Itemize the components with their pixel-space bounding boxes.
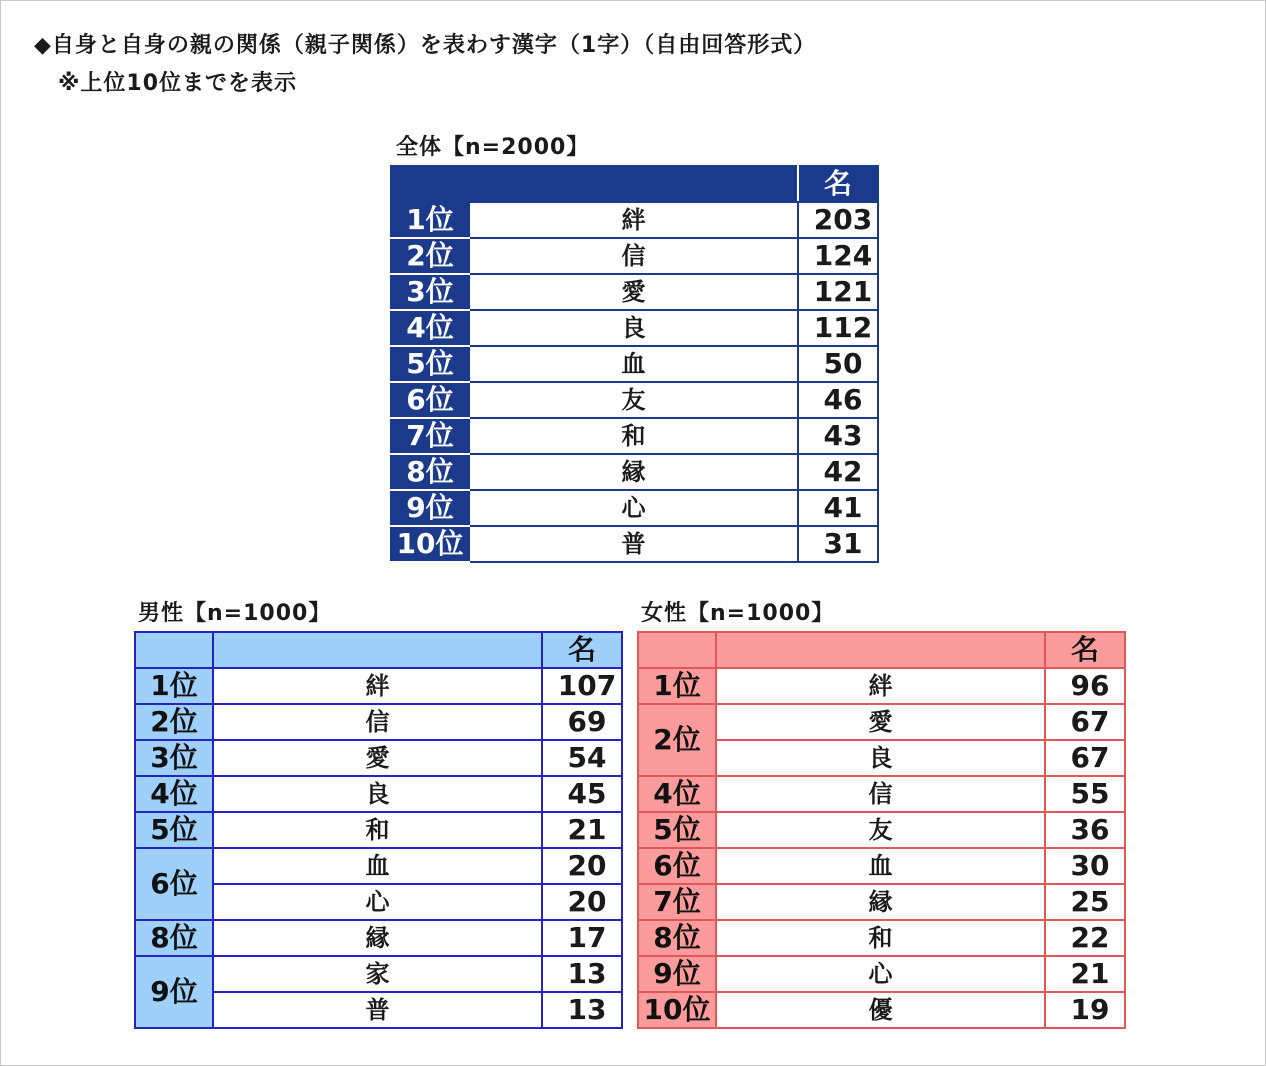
count-cell: 41: [798, 490, 878, 526]
table-row: [638, 884, 1125, 920]
count-cell: 30: [1045, 848, 1125, 884]
table-row: [135, 740, 622, 776]
table-row: [135, 704, 622, 740]
rank-cell: 1位: [391, 202, 469, 238]
count-cell: 50: [798, 346, 878, 382]
count-cell: 45: [542, 776, 622, 812]
total-table-title: 全体【n=2000】: [396, 135, 590, 160]
rank-cell: 10位: [638, 992, 716, 1028]
count-cell: 31: [798, 526, 878, 562]
count-cell: 42: [798, 454, 878, 490]
count-cell: 67: [1045, 704, 1125, 740]
kanji-cell: 血: [716, 848, 1045, 884]
count-cell: 36: [1045, 812, 1125, 848]
kanji-cell: 家: [213, 956, 542, 992]
rank-cell: 7位: [391, 418, 469, 454]
table-row: [135, 812, 622, 848]
total-ranking-table: [390, 165, 879, 563]
rank-cell: 6位: [391, 382, 469, 418]
table-row: [135, 776, 622, 812]
rank-cell: 8位: [391, 454, 469, 490]
rank-cell: 9位: [391, 490, 469, 526]
table-header-row: [391, 166, 878, 202]
kanji-cell: 和: [469, 418, 798, 454]
count-cell: 121: [798, 274, 878, 310]
table-row: [391, 418, 878, 454]
count-cell: 13: [542, 956, 622, 992]
figure-title: ◆自身と自身の親の関係（親子関係）を表わす漢字（1字）（自由回答形式）: [34, 33, 817, 58]
rank-cell: 4位: [135, 776, 213, 812]
table-row: [135, 848, 622, 884]
rank-cell: 6位: [135, 848, 213, 920]
header-kanji-cell: [469, 166, 798, 202]
kanji-cell: 普: [469, 526, 798, 562]
table-row: [391, 202, 878, 238]
female-table-title: 女性【n=1000】: [641, 601, 835, 626]
count-cell: 20: [542, 884, 622, 920]
rank-cell: 3位: [135, 740, 213, 776]
table-row: [638, 812, 1125, 848]
kanji-cell: 信: [213, 704, 542, 740]
kanji-cell: 愛: [716, 704, 1045, 740]
kanji-cell: 信: [469, 238, 798, 274]
count-cell: 55: [1045, 776, 1125, 812]
count-cell: 17: [542, 920, 622, 956]
kanji-cell: 愛: [213, 740, 542, 776]
rank-cell: 7位: [638, 884, 716, 920]
table-row: [638, 992, 1125, 1028]
kanji-cell: 良: [213, 776, 542, 812]
table-row: [638, 920, 1125, 956]
kanji-cell: 普: [213, 992, 542, 1028]
rank-cell: 4位: [638, 776, 716, 812]
rank-cell: 8位: [638, 920, 716, 956]
rank-cell: 9位: [638, 956, 716, 992]
count-cell: 54: [542, 740, 622, 776]
table-row: [638, 848, 1125, 884]
kanji-cell: 心: [469, 490, 798, 526]
table-header-row: [135, 632, 622, 668]
rank-cell: 10位: [391, 526, 469, 562]
table-row: [391, 490, 878, 526]
table-row: [638, 956, 1125, 992]
kanji-cell: 縁: [716, 884, 1045, 920]
kanji-cell: 心: [716, 956, 1045, 992]
kanji-cell: 縁: [213, 920, 542, 956]
table-row: [638, 668, 1125, 704]
table-row: [135, 668, 622, 704]
kanji-cell: 絆: [469, 202, 798, 238]
table-row: [638, 704, 1125, 740]
female-ranking-table: [637, 631, 1126, 1029]
table-row: [391, 454, 878, 490]
count-cell: 19: [1045, 992, 1125, 1028]
kanji-cell: 愛: [469, 274, 798, 310]
kanji-cell: 優: [716, 992, 1045, 1028]
rank-cell: 4位: [391, 310, 469, 346]
table-row: [391, 238, 878, 274]
header-unit-cell: 名: [542, 632, 622, 668]
table-row: [638, 776, 1125, 812]
rank-cell: 3位: [391, 274, 469, 310]
count-cell: 20: [542, 848, 622, 884]
header-rank-cell: [638, 632, 716, 668]
count-cell: 67: [1045, 740, 1125, 776]
kanji-cell: 絆: [716, 668, 1045, 704]
header-unit-cell: 名: [1045, 632, 1125, 668]
count-cell: 112: [798, 310, 878, 346]
kanji-cell: 血: [213, 848, 542, 884]
count-cell: 25: [1045, 884, 1125, 920]
header-kanji-cell: [716, 632, 1045, 668]
kanji-cell: 友: [716, 812, 1045, 848]
kanji-cell: 良: [469, 310, 798, 346]
rank-cell: 2位: [135, 704, 213, 740]
kanji-cell: 心: [213, 884, 542, 920]
table-row: [391, 346, 878, 382]
kanji-cell: 友: [469, 382, 798, 418]
table-row: [391, 310, 878, 346]
rank-cell: 5位: [135, 812, 213, 848]
kanji-cell: 絆: [213, 668, 542, 704]
table-row: [135, 920, 622, 956]
kanji-cell: 血: [469, 346, 798, 382]
header-rank-cell: [135, 632, 213, 668]
kanji-cell: 信: [716, 776, 1045, 812]
table-header-row: [638, 632, 1125, 668]
header-rank-cell: [391, 166, 469, 202]
rank-cell: 5位: [391, 346, 469, 382]
count-cell: 21: [542, 812, 622, 848]
rank-cell: 2位: [638, 704, 716, 776]
rank-cell: 9位: [135, 956, 213, 1028]
count-cell: 22: [1045, 920, 1125, 956]
rank-cell: 1位: [638, 668, 716, 704]
count-cell: 21: [1045, 956, 1125, 992]
kanji-cell: 和: [213, 812, 542, 848]
kanji-cell: 縁: [469, 454, 798, 490]
rank-cell: 5位: [638, 812, 716, 848]
male-table-title: 男性【n=1000】: [138, 601, 332, 626]
table-row: [391, 382, 878, 418]
count-cell: 107: [542, 668, 622, 704]
header-kanji-cell: [213, 632, 542, 668]
kanji-cell: 良: [716, 740, 1045, 776]
count-cell: 69: [542, 704, 622, 740]
male-ranking-table: [134, 631, 623, 1029]
count-cell: 96: [1045, 668, 1125, 704]
count-cell: 13: [542, 992, 622, 1028]
count-cell: 124: [798, 238, 878, 274]
figure-note: ※上位10位までを表示: [58, 71, 298, 96]
table-row: [135, 956, 622, 992]
table-row: [391, 274, 878, 310]
header-unit-cell: 名: [798, 166, 878, 202]
count-cell: 46: [798, 382, 878, 418]
rank-cell: 2位: [391, 238, 469, 274]
table-row: [391, 526, 878, 562]
count-cell: 203: [798, 202, 878, 238]
count-cell: 43: [798, 418, 878, 454]
kanji-cell: 和: [716, 920, 1045, 956]
rank-cell: 8位: [135, 920, 213, 956]
rank-cell: 6位: [638, 848, 716, 884]
rank-cell: 1位: [135, 668, 213, 704]
